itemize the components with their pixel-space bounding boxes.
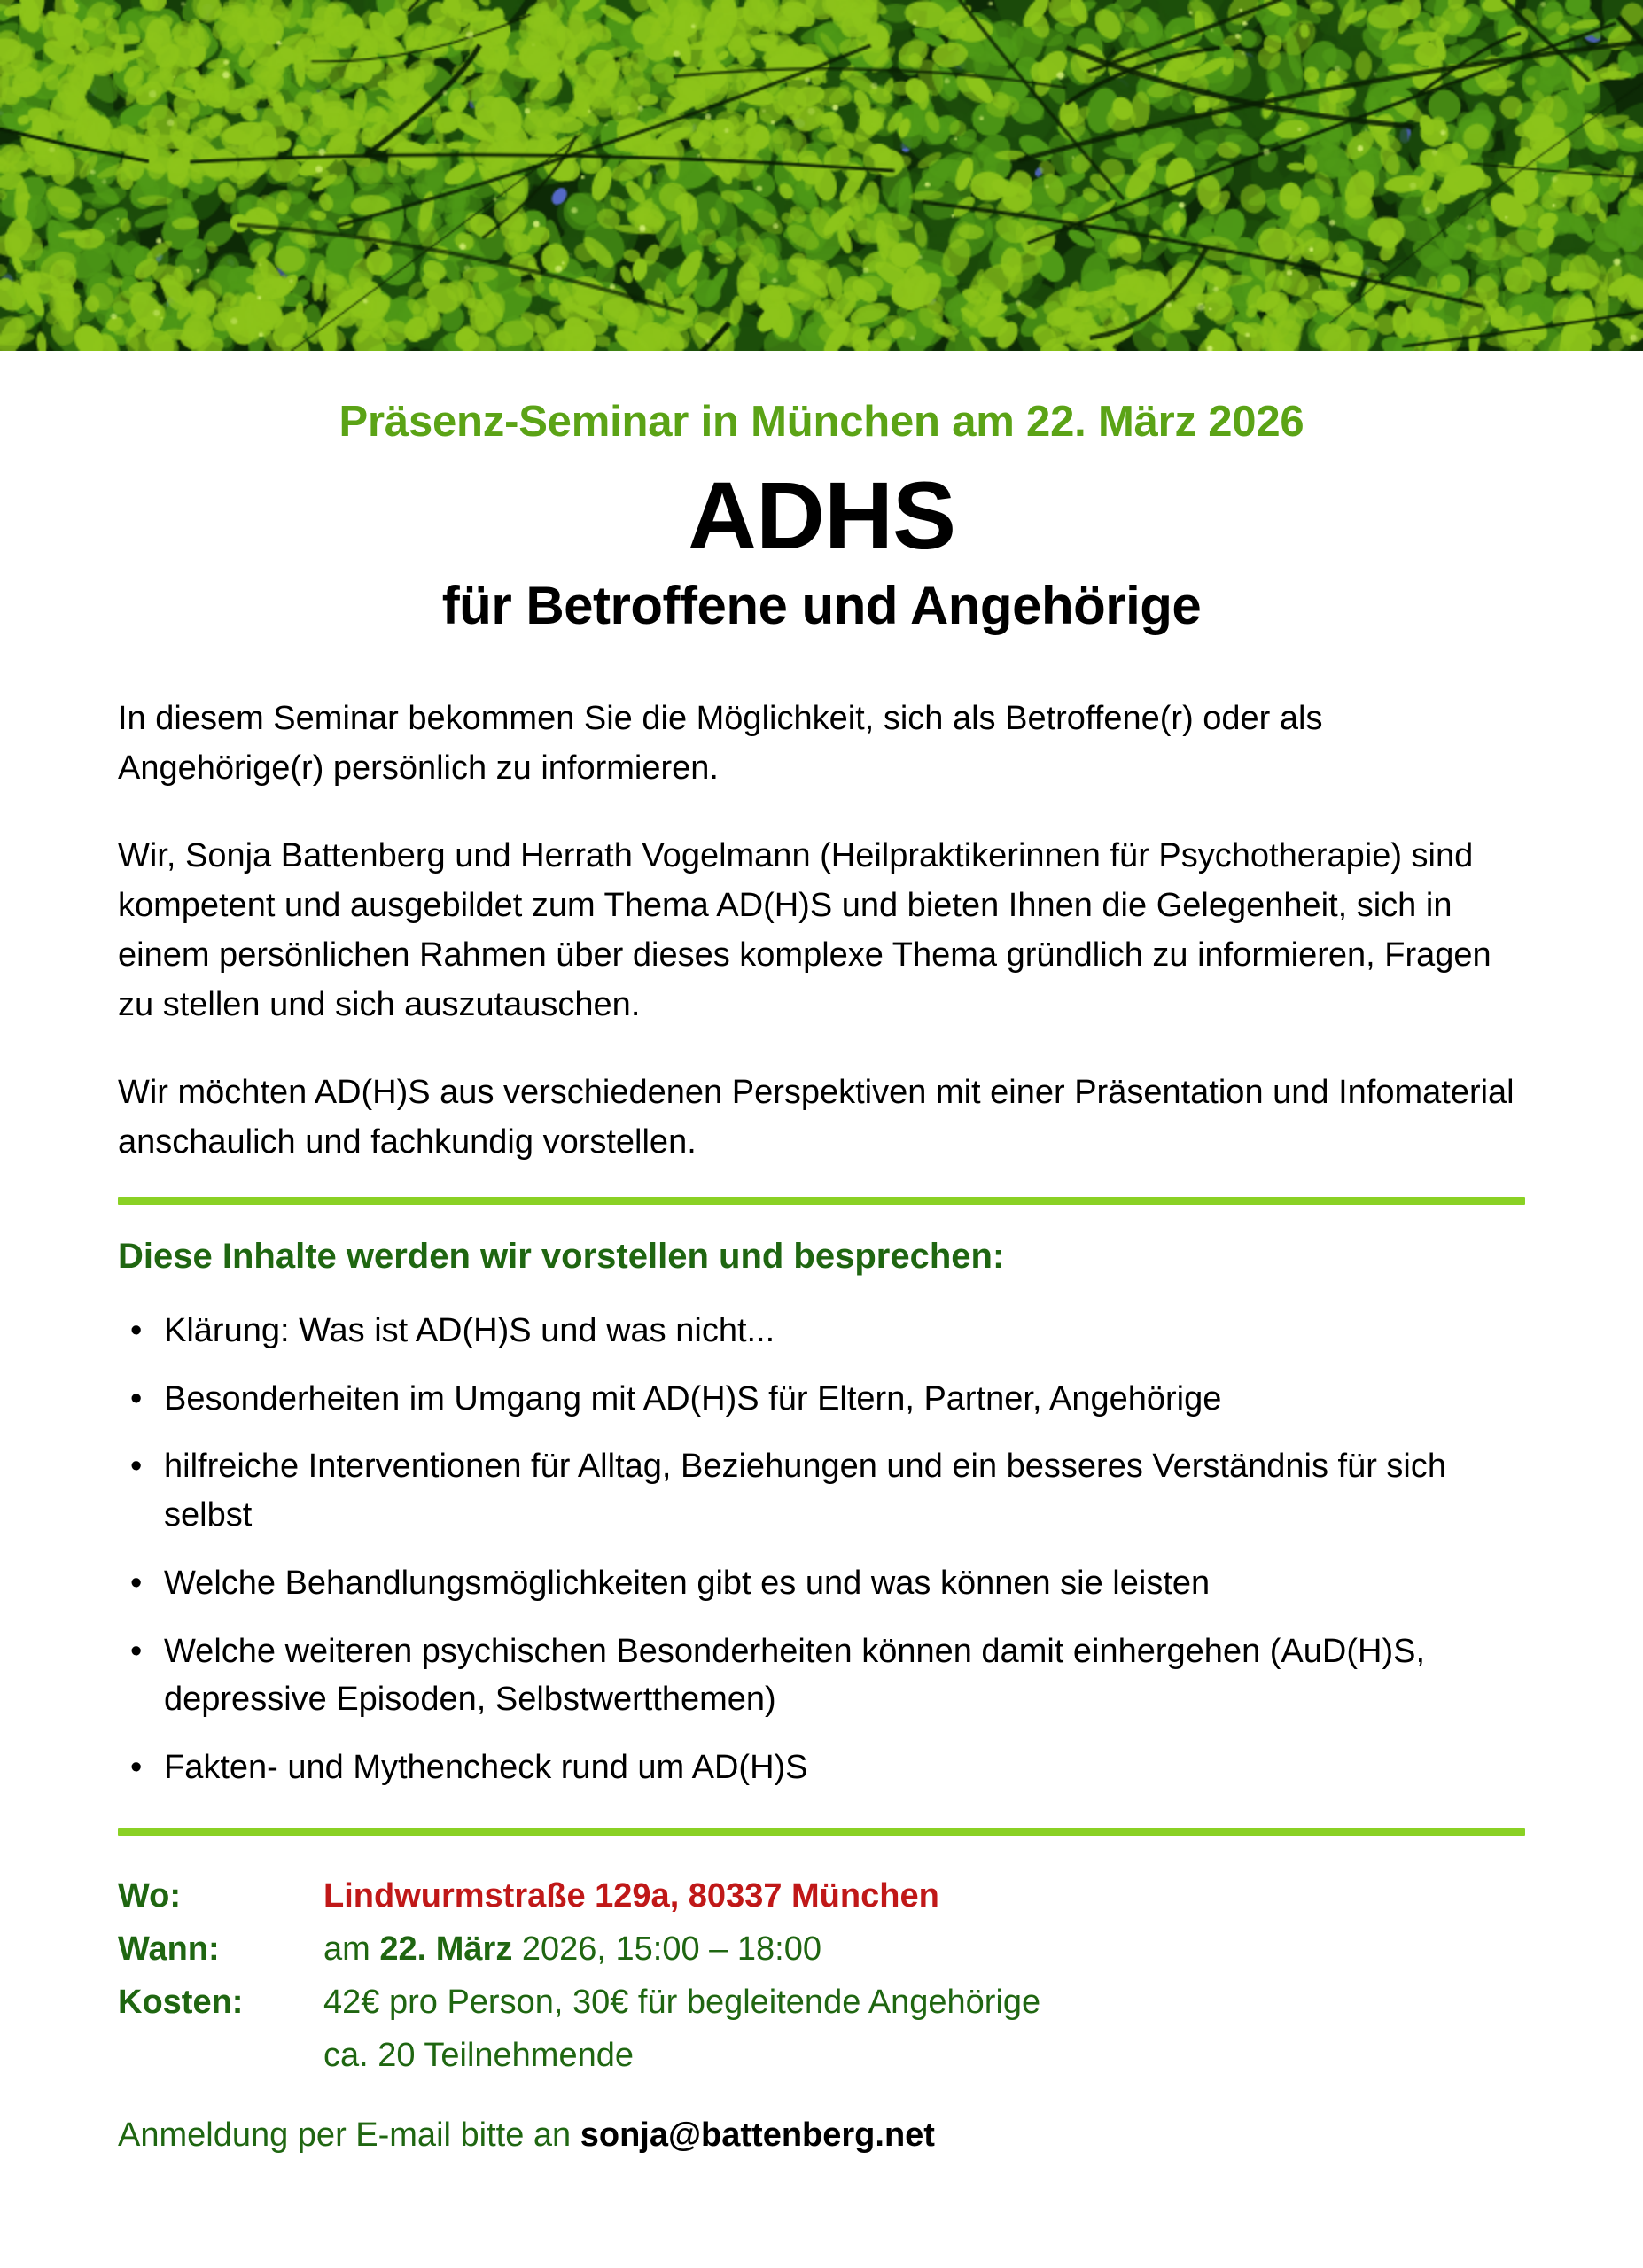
- signup-text: Anmeldung per E-mail bitte an: [118, 2116, 580, 2154]
- detail-label-when: Wann:: [118, 1930, 220, 1968]
- bullet-icon: •: [130, 1564, 143, 1602]
- detail-value-when: [323, 1926, 822, 1974]
- list-item-label: Welche Behandlungsmöglichkeiten gibt es und was können sie leisten: [164, 1564, 1211, 1602]
- bullet-icon: •: [130, 1749, 143, 1787]
- leaf-canopy-image: [0, 0, 1643, 351]
- header-leaves-photo: [0, 0, 1643, 351]
- flyer-content: [0, 397, 1643, 2160]
- list-item: [118, 1559, 1525, 1608]
- when-time: 2026, 15:00 – 18:00: [512, 1930, 822, 1968]
- list-item: [118, 1627, 1525, 1724]
- venue-city: , 80337 München: [669, 1876, 939, 1915]
- intro-paragraph-2: Wir, Sonja Battenberg und Herrath Vogelmann (Heilpraktikerinnen für Psychotherapie) sind kompetent und ausgebildet zum Thema AD(H)S und bieten Ihnen die Gelegenheit, sich in einem persönlichen Rahmen über dieses komplexe Thema gründlich zu informieren, Fragen zu stellen und sich auszutauschen.: [118, 836, 1491, 1024]
- list-item-label: Klärung: Was ist AD(H)S und was nicht...: [164, 1311, 775, 1349]
- list-item-label: Besonderheiten im Umgang mit AD(H)S für Eltern, Partner, Angehörige: [164, 1379, 1222, 1418]
- page-title: ADHS: [687, 462, 956, 569]
- divider-bottom: [118, 1828, 1525, 1836]
- bullet-icon: •: [130, 1448, 143, 1486]
- intro-paragraph-3: Wir möchten AD(H)S aus verschiedenen Perspektiven mit einer Präsentation und Infomaterial anschaulich und fachkundig vorstellen.: [118, 1073, 1515, 1161]
- list-item-label: Fakten- und Mythencheck rund um AD(H)S: [164, 1749, 808, 1787]
- detail-value-where: [323, 1873, 939, 1921]
- topics-heading: Diese Inhalte werden wir vorstellen und besprechen:: [118, 1236, 1005, 1276]
- detail-row-datetime: [118, 1926, 1525, 1974]
- detail-label-cost: Kosten:: [118, 1983, 244, 2021]
- detail-value-cost: 42€ pro Person, 30€ für begleitende Angehörige: [323, 1983, 1041, 2021]
- signup-email[interactable]: sonja@battenberg.net: [580, 2116, 935, 2154]
- when-date: 22. März: [379, 1930, 513, 1968]
- topics-list: [118, 1307, 1525, 1792]
- detail-row-cost: [118, 1979, 1525, 2027]
- detail-value-capacity: ca. 20 Teilnehmende: [323, 2036, 634, 2074]
- intro-paragraph-1: In diesem Seminar bekommen Sie die Möglichkeit, sich als Betroffene(r) oder als Angehörige(r) persönlich zu informieren.: [118, 700, 1323, 788]
- bullet-icon: •: [130, 1379, 143, 1418]
- seminar-kicker: Präsenz-Seminar in München am 22. März 2026: [339, 398, 1304, 446]
- list-item: [118, 1442, 1525, 1539]
- signup-line: [118, 2112, 1525, 2160]
- list-item: [118, 1744, 1525, 1792]
- list-item-label: Welche weiteren psychischen Besonderheiten können damit einhergehen (AuD(H)S, depressive Episoden, Selbstwertthemen): [164, 1632, 1425, 1719]
- divider-top: [118, 1197, 1525, 1205]
- venue-street: Lindwurmstraße 129a: [323, 1876, 670, 1915]
- list-item: [118, 1375, 1525, 1424]
- list-item: [118, 1307, 1525, 1355]
- detail-row-location: [118, 1873, 1525, 1921]
- event-details: [118, 1873, 1525, 2080]
- bullet-icon: •: [130, 1311, 143, 1349]
- list-item-label: hilfreiche Interventionen für Alltag, Beziehungen und ein besseres Verständnis für sich selbst: [164, 1448, 1447, 1534]
- bullet-icon: •: [130, 1632, 143, 1670]
- when-prefix: am: [323, 1930, 380, 1968]
- page-subtitle: für Betroffene und Angehörige: [441, 576, 1202, 636]
- detail-label-where: Wo:: [118, 1876, 182, 1915]
